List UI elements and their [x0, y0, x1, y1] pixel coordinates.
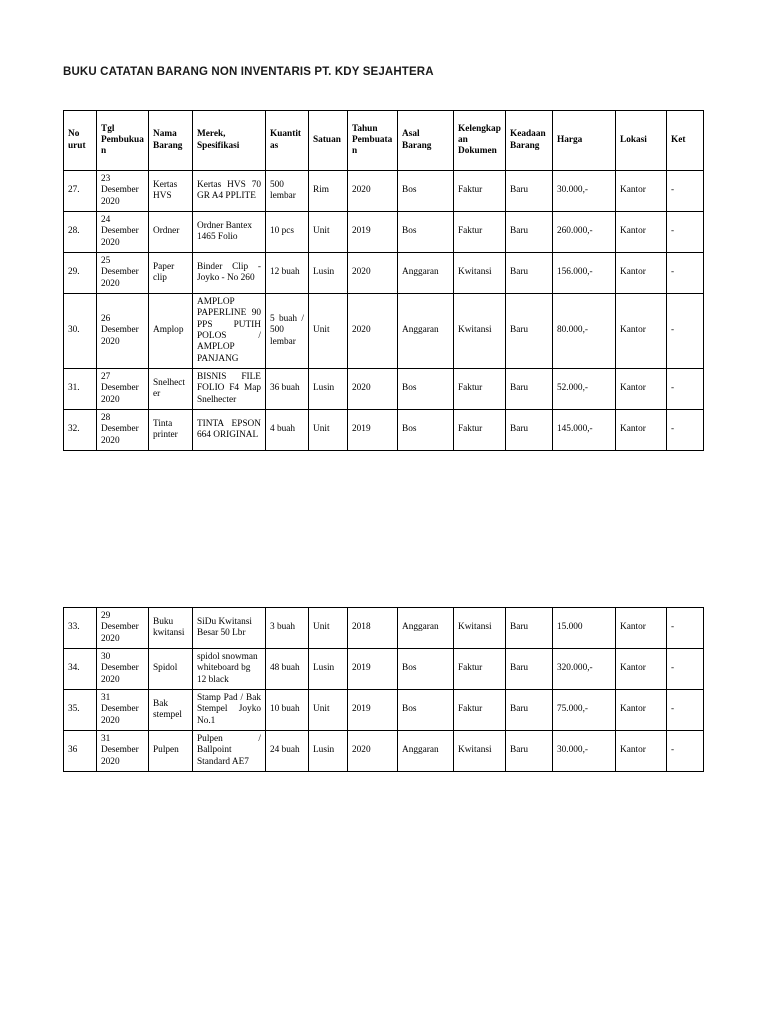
cell-tahun: 2019: [348, 409, 398, 450]
cell-tahun: 2020: [348, 252, 398, 293]
cell-asal: Bos: [398, 368, 454, 409]
column-header-nama-barang: Nama Barang: [149, 111, 193, 171]
cell-tahun: 2019: [348, 689, 398, 730]
cell-satuan: Lusin: [309, 252, 348, 293]
cell-kuantitas: 5 buah / 500 lembar: [266, 293, 309, 368]
cell-satuan: Unit: [309, 689, 348, 730]
cell-kuantitas: 24 buah: [266, 730, 309, 771]
cell-harga: 260.000,-: [553, 211, 616, 252]
column-header-kuantitas: Kuantitas: [266, 111, 309, 171]
cell-lokasi: Kantor: [616, 730, 667, 771]
cell-lokasi: Kantor: [616, 171, 667, 212]
column-header-keadaan: Keadaan Barang: [506, 111, 553, 171]
cell-no: 27.: [64, 171, 97, 212]
cell-lokasi: Kantor: [616, 293, 667, 368]
table-header-row: [64, 111, 704, 171]
cell-merek: TINTA EPSON 664 ORIGINAL: [193, 409, 266, 450]
cell-merek: spidol snowman whiteboard bg 12 black: [193, 648, 266, 689]
cell-ket: -: [667, 171, 704, 212]
cell-keadaan: Baru: [506, 689, 553, 730]
cell-tahun: 2019: [348, 648, 398, 689]
cell-lokasi: Kantor: [616, 648, 667, 689]
cell-kuantitas: 4 buah: [266, 409, 309, 450]
cell-asal: Anggaran: [398, 252, 454, 293]
cell-asal: Anggaran: [398, 293, 454, 368]
cell-merek: Pulpen / Ballpoint Standard AE7: [193, 730, 266, 771]
column-header-merek: Merek, Spesifikasi: [193, 111, 266, 171]
cell-harga: 52.000,-: [553, 368, 616, 409]
cell-satuan: Lusin: [309, 648, 348, 689]
table-row: [64, 293, 704, 368]
column-header-lokasi: Lokasi: [616, 111, 667, 171]
cell-asal: Bos: [398, 171, 454, 212]
cell-kuantitas: 3 buah: [266, 608, 309, 649]
cell-nama: Pulpen: [149, 730, 193, 771]
cell-lokasi: Kantor: [616, 409, 667, 450]
column-header-harga: Harga: [553, 111, 616, 171]
table-row: [64, 211, 704, 252]
cell-tanggal: 31 Desember 2020: [97, 730, 149, 771]
table-row: [64, 368, 704, 409]
cell-keadaan: Baru: [506, 368, 553, 409]
cell-keadaan: Baru: [506, 730, 553, 771]
cell-tahun: 2020: [348, 293, 398, 368]
cell-lokasi: Kantor: [616, 608, 667, 649]
cell-merek: BISNIS FILE FOLIO F4 Map Snelhecter: [193, 368, 266, 409]
cell-satuan: Lusin: [309, 730, 348, 771]
cell-merek: SiDu Kwitansi Besar 50 Lbr: [193, 608, 266, 649]
cell-dokumen: Kwitansi: [454, 730, 506, 771]
column-header-asal-barang: Asal Barang: [398, 111, 454, 171]
cell-kuantitas: 10 buah: [266, 689, 309, 730]
table-row: [64, 689, 704, 730]
table-header: [64, 111, 704, 171]
inventory-table-part-2: [63, 607, 704, 772]
cell-tanggal: 29 Desember 2020: [97, 608, 149, 649]
column-header-tahun: Tahun Pembuatan: [348, 111, 398, 171]
cell-nama: Paper clip: [149, 252, 193, 293]
cell-tahun: 2019: [348, 211, 398, 252]
cell-asal: Bos: [398, 648, 454, 689]
cell-merek: Binder Clip - Joyko - No 260: [193, 252, 266, 293]
cell-harga: 320.000,-: [553, 648, 616, 689]
cell-asal: Anggaran: [398, 730, 454, 771]
table-row: [64, 730, 704, 771]
cell-nama: Kertas HVS: [149, 171, 193, 212]
cell-harga: 75.000,-: [553, 689, 616, 730]
cell-satuan: Lusin: [309, 368, 348, 409]
cell-dokumen: Kwitansi: [454, 608, 506, 649]
cell-satuan: Unit: [309, 409, 348, 450]
cell-nama: Amplop: [149, 293, 193, 368]
table-body-part-2: [64, 608, 704, 772]
page-title: BUKU CATATAN BARANG NON INVENTARIS PT. KDY SEJAHTERA: [63, 66, 434, 78]
cell-lokasi: Kantor: [616, 368, 667, 409]
cell-satuan: Unit: [309, 211, 348, 252]
cell-no: 33.: [64, 608, 97, 649]
cell-dokumen: Faktur: [454, 648, 506, 689]
cell-harga: 15.000: [553, 608, 616, 649]
cell-tanggal: 25 Desember 2020: [97, 252, 149, 293]
cell-harga: 156.000,-: [553, 252, 616, 293]
cell-tanggal: 24 Desember 2020: [97, 211, 149, 252]
table-body-part-1: [64, 171, 704, 451]
cell-keadaan: Baru: [506, 608, 553, 649]
cell-no: 28.: [64, 211, 97, 252]
cell-ket: -: [667, 608, 704, 649]
cell-no: 36: [64, 730, 97, 771]
cell-tahun: 2020: [348, 730, 398, 771]
cell-keadaan: Baru: [506, 252, 553, 293]
table-row: [64, 252, 704, 293]
cell-harga: 145.000,-: [553, 409, 616, 450]
column-header-tgl-pembukuan: Tgl Pembukuan: [97, 111, 149, 171]
cell-keadaan: Baru: [506, 293, 553, 368]
column-header-satuan: Satuan: [309, 111, 348, 171]
cell-asal: Bos: [398, 409, 454, 450]
cell-harga: 30.000,-: [553, 730, 616, 771]
cell-satuan: Unit: [309, 608, 348, 649]
cell-tanggal: 23 Desember 2020: [97, 171, 149, 212]
cell-ket: -: [667, 293, 704, 368]
cell-lokasi: Kantor: [616, 252, 667, 293]
cell-tahun: 2020: [348, 368, 398, 409]
cell-ket: -: [667, 689, 704, 730]
cell-dokumen: Kwitansi: [454, 293, 506, 368]
table-row: [64, 608, 704, 649]
cell-harga: 30.000,-: [553, 171, 616, 212]
cell-ket: -: [667, 368, 704, 409]
cell-asal: Bos: [398, 211, 454, 252]
column-header-dokumen: Kelengkapan Dokumen: [454, 111, 506, 171]
cell-kuantitas: 12 buah: [266, 252, 309, 293]
cell-asal: Bos: [398, 689, 454, 730]
cell-lokasi: Kantor: [616, 211, 667, 252]
cell-no: 35.: [64, 689, 97, 730]
table-row: [64, 409, 704, 450]
cell-nama: Buku kwitansi: [149, 608, 193, 649]
cell-no: 31.: [64, 368, 97, 409]
cell-dokumen: Faktur: [454, 689, 506, 730]
cell-tanggal: 27 Desember 2020: [97, 368, 149, 409]
column-header-ket: Ket: [667, 111, 704, 171]
column-header-no-urut: No urut: [64, 111, 97, 171]
cell-satuan: Unit: [309, 293, 348, 368]
cell-tanggal: 31 Desember 2020: [97, 689, 149, 730]
cell-nama: Ordner: [149, 211, 193, 252]
cell-keadaan: Baru: [506, 648, 553, 689]
cell-tanggal: 26 Desember 2020: [97, 293, 149, 368]
cell-kuantitas: 48 buah: [266, 648, 309, 689]
inventory-table-part-1: [63, 110, 704, 451]
cell-dokumen: Kwitansi: [454, 252, 506, 293]
cell-keadaan: Baru: [506, 409, 553, 450]
cell-harga: 80.000,-: [553, 293, 616, 368]
table-row: [64, 171, 704, 212]
cell-merek: Stamp Pad / Bak Stempel Joyko No.1: [193, 689, 266, 730]
cell-kuantitas: 10 pcs: [266, 211, 309, 252]
cell-no: 30.: [64, 293, 97, 368]
cell-keadaan: Baru: [506, 211, 553, 252]
cell-kuantitas: 36 buah: [266, 368, 309, 409]
cell-tanggal: 28 Desember 2020: [97, 409, 149, 450]
cell-asal: Anggaran: [398, 608, 454, 649]
cell-ket: -: [667, 648, 704, 689]
cell-merek: AMPLOP PAPERLINE 90 PPS PUTIH POLOS / AMPLOP PANJANG: [193, 293, 266, 368]
cell-ket: -: [667, 211, 704, 252]
cell-satuan: Rim: [309, 171, 348, 212]
cell-nama: Tinta printer: [149, 409, 193, 450]
cell-merek: Ordner Bantex 1465 Folio: [193, 211, 266, 252]
cell-nama: Bak stempel: [149, 689, 193, 730]
cell-no: 34.: [64, 648, 97, 689]
cell-tanggal: 30 Desember 2020: [97, 648, 149, 689]
cell-ket: -: [667, 409, 704, 450]
cell-nama: Spidol: [149, 648, 193, 689]
cell-no: 29.: [64, 252, 97, 293]
cell-keadaan: Baru: [506, 171, 553, 212]
cell-dokumen: Faktur: [454, 211, 506, 252]
cell-ket: -: [667, 252, 704, 293]
cell-dokumen: Faktur: [454, 368, 506, 409]
cell-tahun: 2018: [348, 608, 398, 649]
cell-dokumen: Faktur: [454, 409, 506, 450]
cell-dokumen: Faktur: [454, 171, 506, 212]
cell-no: 32.: [64, 409, 97, 450]
cell-lokasi: Kantor: [616, 689, 667, 730]
table-row: [64, 648, 704, 689]
cell-merek: Kertas HVS 70 GR A4 PPLITE: [193, 171, 266, 212]
cell-kuantitas: 500 lembar: [266, 171, 309, 212]
cell-tahun: 2020: [348, 171, 398, 212]
cell-nama: Snelhecter: [149, 368, 193, 409]
cell-ket: -: [667, 730, 704, 771]
